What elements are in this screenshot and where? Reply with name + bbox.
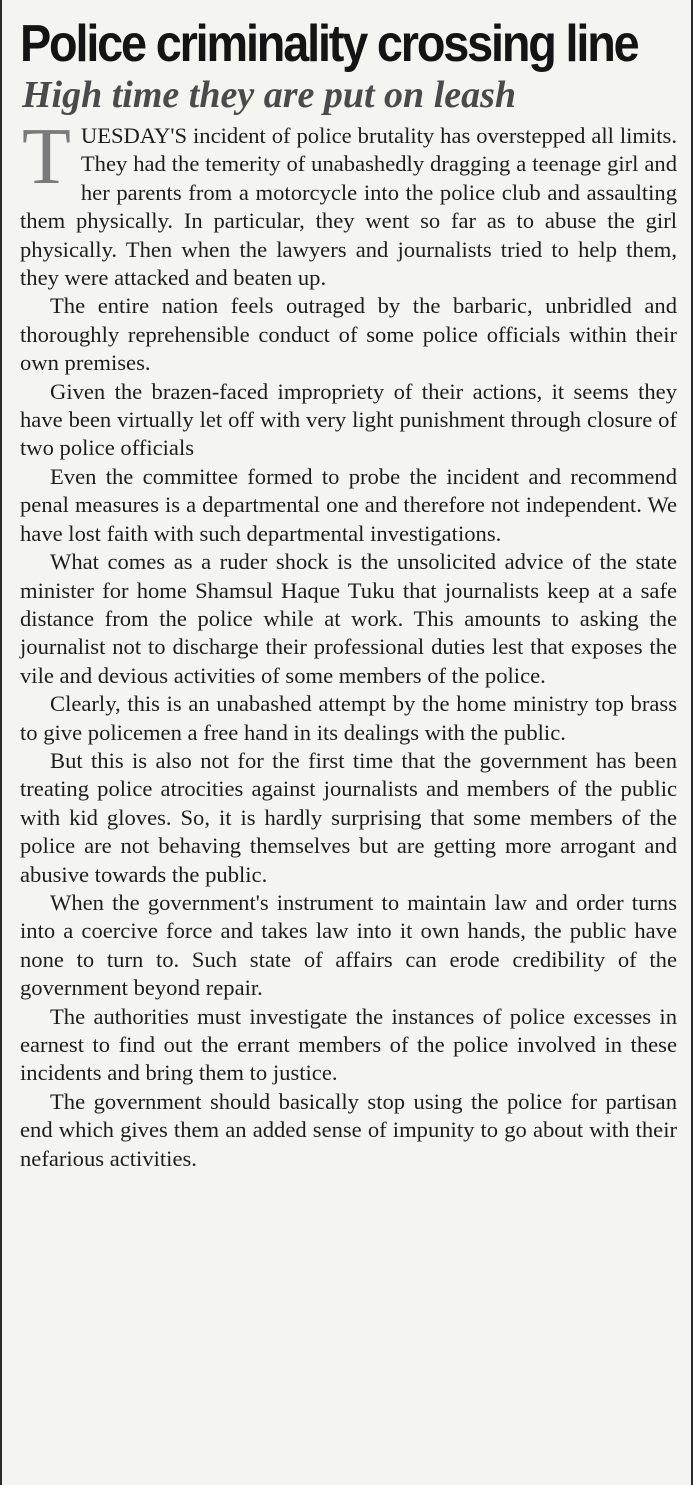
paragraph-3: Given the brazen-faced impropriety of their actions, it seems they have been virtually let off with very light punishment through closure of two police officials [20,378,677,461]
paragraph-6: Clearly, this is an unabashed attempt by the home ministry top brass to give policemen a free hand in its dealings with the public. [20,691,677,745]
paragraph-10: The government should basically stop using the police for partisan end which gives them an added sense of impunity to go about with their nefarious activities. [20,1088,677,1171]
paragraph-1-text: UESDAY'S incident of police brutality has overstepped all limits. They had the temerity of unabashedly dragging a teenage girl and her parents from a motorcycle into the police club and assaulting them physically. In particular, they went so far as to abuse the girl physically. Then when the lawyers and journalists tried to help them, they were attacked and beaten up. [20,123,677,291]
subheadline: High time they are put on leash [22,74,517,116]
paragraph-5: What comes as a ruder shock is the unsolicited advice of the state minister for home Shamsul Haque Tuku that journalists keep at a safe distance from the police while at work. This amounts to asking the journalist not to discharge their professional duties lest that exposes the vile and devious activities of some members of the police. [20,549,677,688]
article-body [20,113,677,1173]
paragraph-8: When the government's instrument to maintain law and order turns into a coercive force and takes law into it own hands, the public have none to turn to. Such state of affairs can erode credibility of the government beyond repair. [20,889,677,1001]
paragraph-7: But this is also not for the first time that the government has been treating police atrocities against journalists and members of the public with kid gloves. So, it is hardly surprising that some members of the police are not behaving themselves but are getting more arrogant and abusive towards the public. [20,747,677,887]
paragraph-2: The entire nation feels outraged by the barbaric, unbridled and thoroughly reprehensible conduct of some police officials within their own premises. [20,293,677,376]
paragraph-1 [20,113,677,292]
paragraph-9: The authorities must investigate the instances of police excesses in earnest to find out the errant members of the police involved in these incidents and bring them to justice. [20,1003,677,1086]
headline: Police criminality crossing line [20,15,638,73]
paragraph-4: Even the committee formed to probe the incident and recommend penal measures is a departmental one and therefore not independent. We have lost faith with such departmental investigations. [20,463,677,546]
drop-cap: T [22,113,71,201]
